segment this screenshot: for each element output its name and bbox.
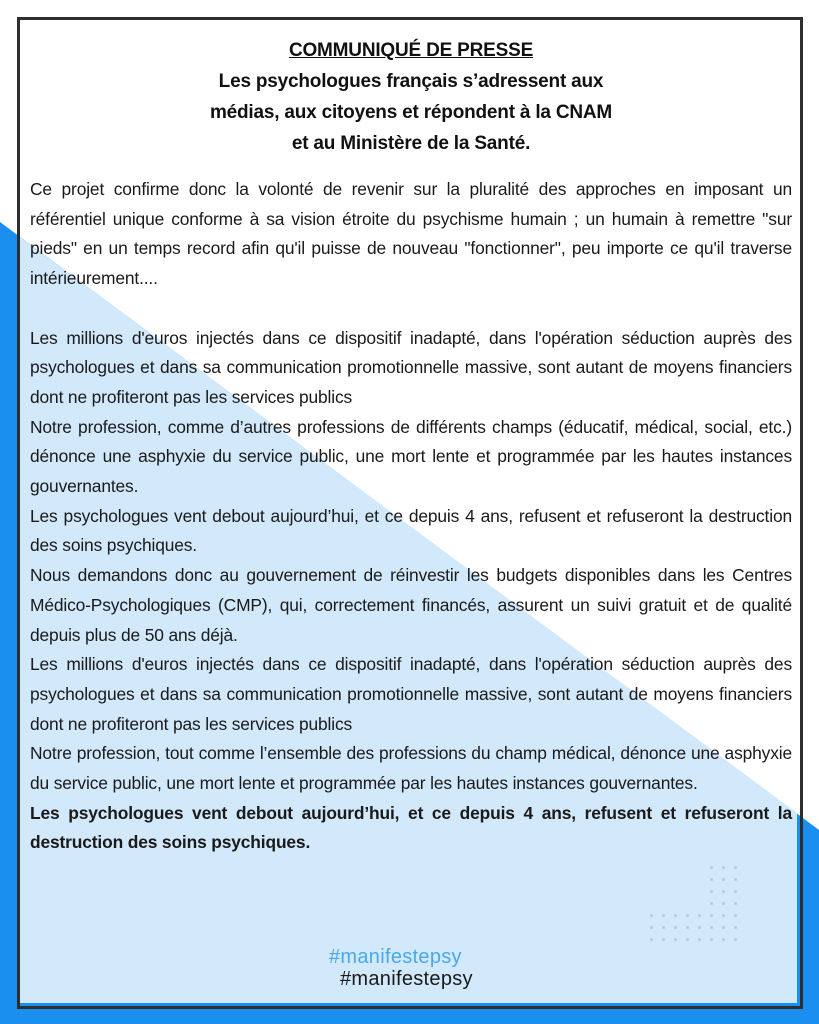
decorative-dot: [698, 938, 701, 941]
decorative-dot: [710, 890, 713, 893]
paragraph-profession: Notre profession, comme d’autres professions de différents champs (éducatif, médical, social, etc.) dénonce une asphyxie du service public, une mort lente et programmée par les hautes instances gouvernantes.: [30, 416, 792, 497]
decorative-dot: [722, 866, 725, 869]
paragraph-profession-medical: Notre profession, tout comme l’ensemble des professions du champ médical, dénonce une asphyxie du service public, une mort lente et programmée par les hautes instances gouvernantes.: [30, 743, 792, 794]
headline-line-3: et au Ministère de la Santé.: [291, 133, 531, 154]
decorative-dot: [722, 938, 725, 941]
decorative-dot: [662, 914, 665, 917]
paragraph-cmp-demand: Nous demandons donc au gouvernement de réinvestir les budgets disponibles dans les Centres Médico-Psychologiques (CMP), qui, correctement financés, assurent un suivi gratuit et de qualité depuis plus de 50 ans déjà.: [30, 565, 792, 645]
decorative-dot: [734, 866, 737, 869]
decorative-dot: [698, 914, 701, 917]
hashtag-blue: #manifestepsy: [329, 946, 462, 968]
decorative-dot: [686, 926, 689, 929]
decorative-dot: [710, 902, 713, 905]
decorative-dot: [686, 938, 689, 941]
decorative-dot: [722, 926, 725, 929]
decorative-dot: [722, 878, 725, 881]
decorative-dot: [662, 938, 665, 941]
headline-line-1: Les psychologues français s’adressent aux: [218, 71, 604, 92]
decorative-dot: [710, 914, 713, 917]
press-release-label: COMMUNIQUÉ DE PRESSE: [288, 40, 534, 61]
decorative-dot: [650, 938, 653, 941]
decorative-dot: [710, 878, 713, 881]
decorative-dot: [734, 890, 737, 893]
decorative-dot: [710, 938, 713, 941]
decorative-dot: [674, 938, 677, 941]
decorative-dot: [722, 890, 725, 893]
paragraph-conclusion-bold: Les psychologues vent debout aujourd’hui, et ce depuis 4 ans, refusent et refuseront la destruction des soins psychiques.: [30, 802, 792, 853]
decorative-dot: [662, 926, 665, 929]
decorative-dot: [734, 938, 737, 941]
decorative-dot: [650, 926, 653, 929]
decorative-dot: [674, 914, 677, 917]
decorative-dot: [650, 914, 653, 917]
decorative-dot: [734, 926, 737, 929]
headline-line-2: médias, aux citoyens et répondent à la CNAM: [209, 102, 613, 123]
paragraph-intro: Ce projet confirme donc la volonté de revenir sur la pluralité des approches en imposant un référentiel unique conforme à sa vision étroite du psychisme humain ; un humain à remettre "sur pieds" en un temps record afin qu'il puisse de nouveau "fonctionner", peu importe ce qu'il traverse intérieurement....: [30, 179, 792, 289]
decorative-dot: [686, 914, 689, 917]
decorative-dot: [698, 926, 701, 929]
decorative-dot: [674, 926, 677, 929]
decorative-dot: [710, 866, 713, 869]
decorative-dot: [734, 878, 737, 881]
paragraph-funding-repeat: Les millions d'euros injectés dans ce dispositif inadapté, dans l'opération séduction auprès des psychologues et dans sa communication promotionnelle massive, sont autant de moyens financiers dont ne profiteront pas les services publics: [30, 654, 792, 734]
hashtag-dark: #manifestepsy: [340, 968, 473, 990]
paragraph-funding: Les millions d'euros injectés dans ce dispositif inadapté, dans l'opération séduction auprès des psychologues et dans sa communication promotionnelle massive, sont autant de moyens financiers dont ne profiteront pas les services publics: [30, 327, 792, 407]
decorative-dot: [722, 902, 725, 905]
decorative-dot: [710, 926, 713, 929]
paragraph-refusal: Les psychologues vent debout aujourd’hui, et ce depuis 4 ans, refusent et refuseront la destruction des soins psychiques.: [30, 505, 792, 556]
decorative-dot: [734, 914, 737, 917]
decorative-dot: [722, 914, 725, 917]
decorative-dot: [734, 902, 737, 905]
